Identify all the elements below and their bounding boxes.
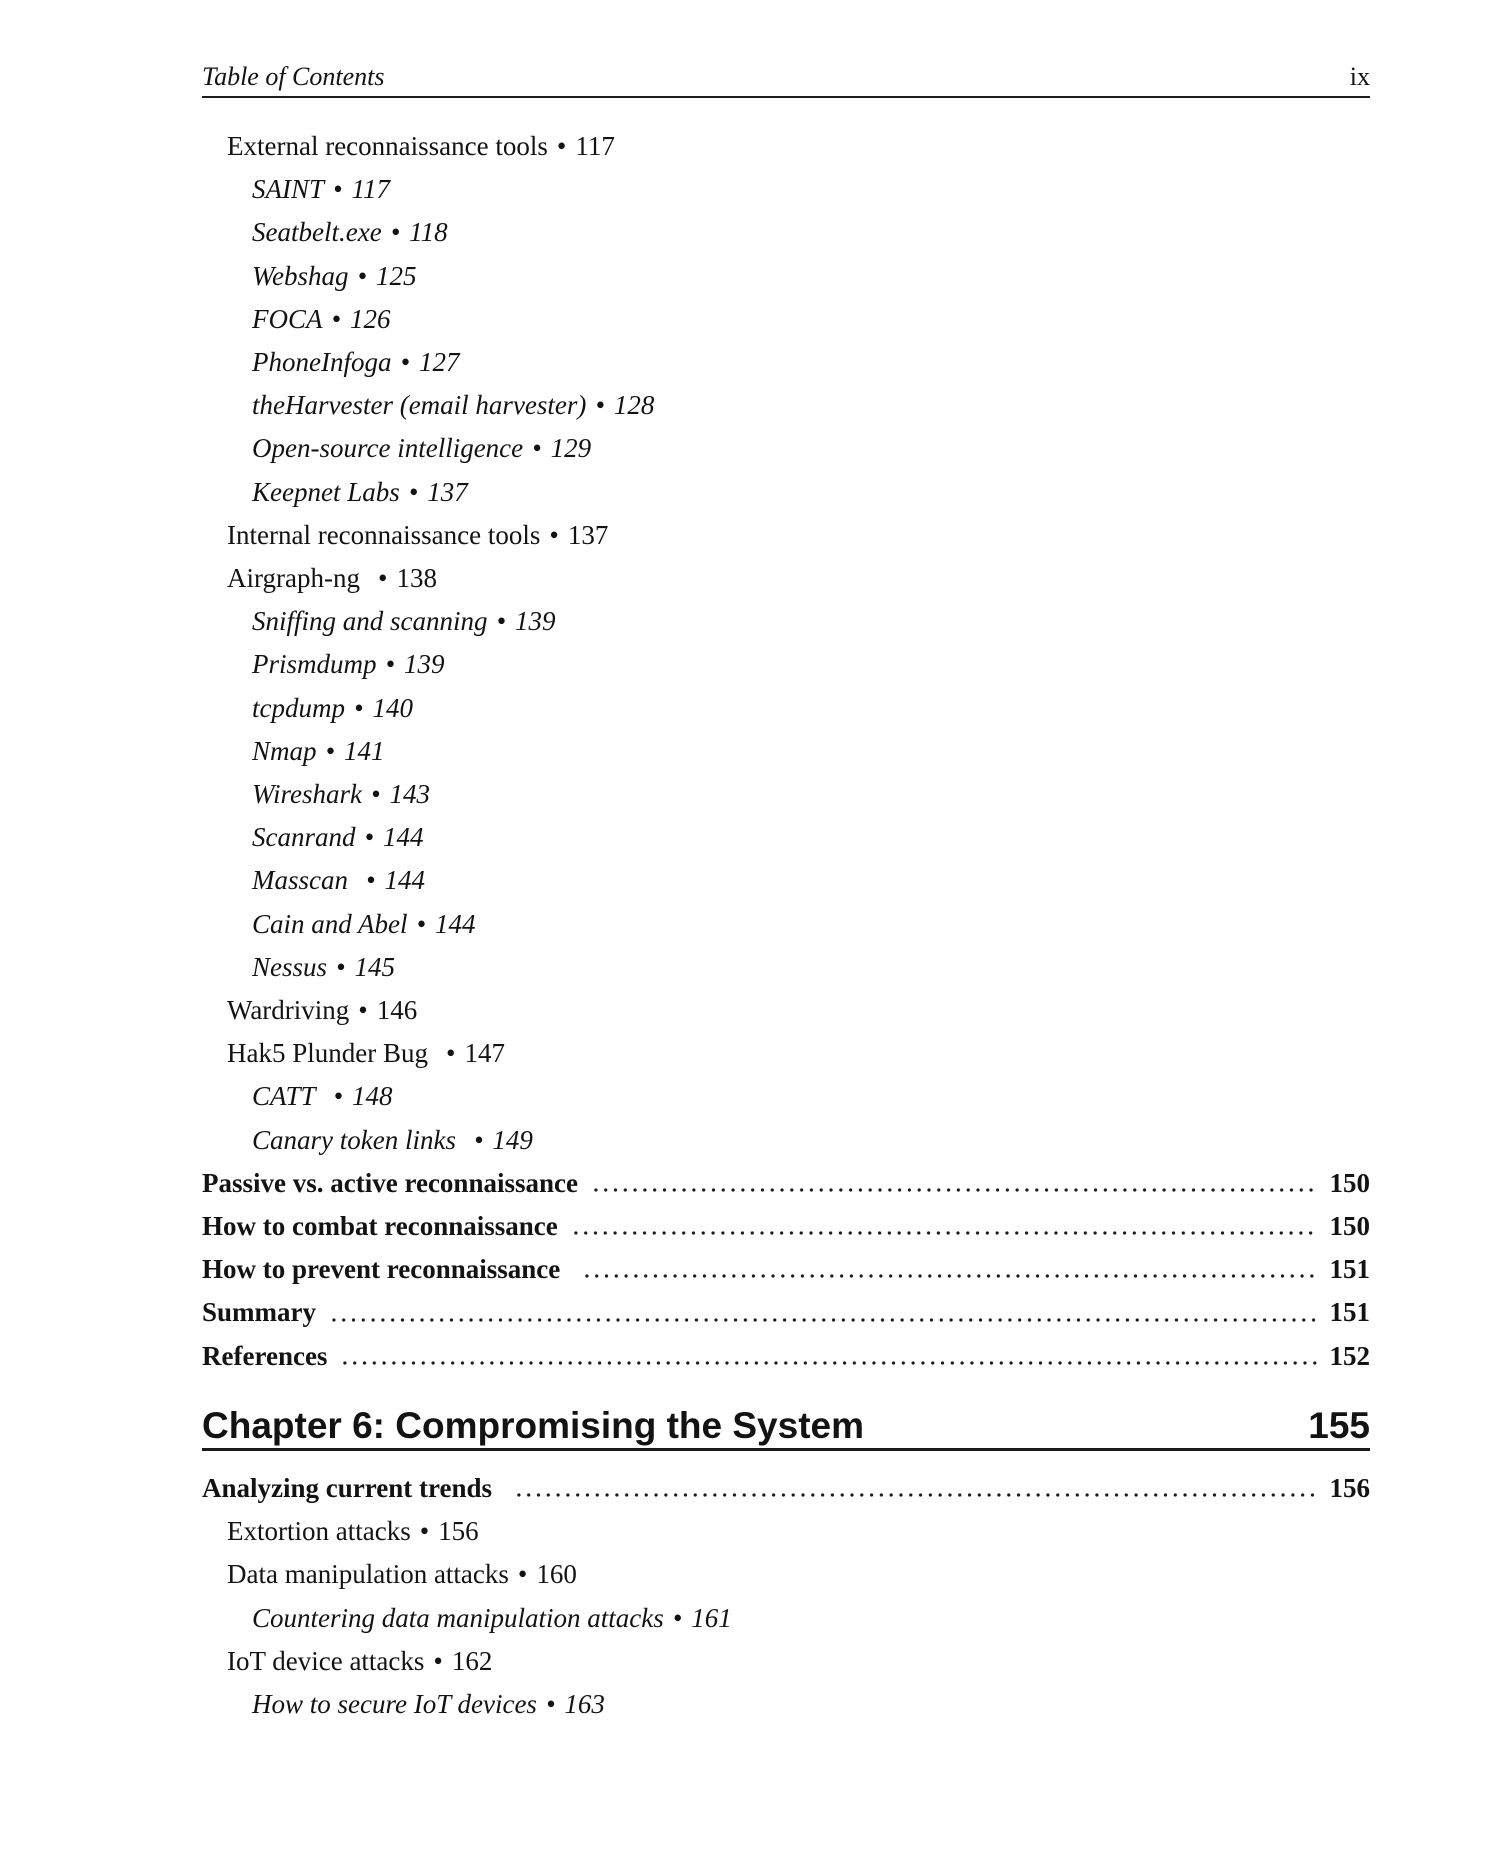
bullet-separator: • (377, 563, 388, 594)
running-header-page-number: ix (1349, 62, 1370, 91)
toc-entry-label: Passive vs. active reconnaissance (202, 1167, 578, 1198)
toc-entry-label: Extortion attacks (227, 1516, 411, 1547)
toc-entry-label: PhoneInfoga (252, 347, 392, 378)
toc-entry-page-number: 151 (1329, 1297, 1370, 1328)
bullet-separator: • (419, 1516, 430, 1547)
toc-entry (202, 730, 1370, 773)
toc-entry (202, 514, 1370, 557)
toc-entry-label: Masscan (252, 865, 348, 896)
toc-section-chapter-6 (202, 1467, 1370, 1726)
toc-entry-page-number: 141 (343, 735, 385, 766)
toc-entry-label: How to secure IoT devices (252, 1689, 537, 1720)
toc-entry (202, 773, 1370, 816)
bullet-separator: • (549, 519, 559, 550)
toc-entry (202, 816, 1370, 859)
toc-entry-page-number: 138 (396, 563, 437, 594)
toc-entry-label: tcpdump (252, 692, 345, 723)
toc-entry (202, 211, 1370, 254)
toc-entry-page-number: 137 (567, 519, 609, 550)
toc-entry (202, 1597, 1370, 1640)
dot-leader (514, 1492, 1318, 1498)
toc-entry (202, 903, 1370, 946)
toc-entry-label: SAINT (252, 174, 325, 205)
toc-entry-page-number: 144 (382, 822, 424, 853)
bullet-separator: • (445, 1038, 456, 1069)
toc-entry-label: Airgraph-ng (227, 563, 360, 594)
toc-entry-page-number: 162 (451, 1645, 493, 1676)
bullet-separator: • (408, 476, 419, 507)
toc-entry-page-number: 137 (427, 476, 468, 507)
toc-entry-page-number: 117 (351, 174, 390, 205)
toc-entry (202, 1119, 1370, 1162)
toc-entry-page-number: 150 (1329, 1167, 1370, 1198)
bullet-separator: • (433, 1645, 443, 1676)
toc-entry-label: theHarvester (email harvester) (252, 390, 587, 421)
dot-leader (591, 1187, 1318, 1193)
toc-entry (202, 471, 1370, 514)
running-header-title: Table of Contents (202, 62, 385, 91)
toc-entry-label: Prismdump (252, 649, 377, 680)
chapter-title: Chapter 6: Compromising the System (202, 1405, 865, 1446)
toc-entry-page-number: 156 (438, 1516, 479, 1547)
toc-entry-label: Scanrand (252, 822, 356, 853)
toc-entry-page-number: 163 (564, 1689, 605, 1720)
bullet-separator: • (473, 1124, 484, 1155)
toc-entry-label: Nessus (252, 951, 328, 982)
bullet-separator: • (390, 217, 401, 248)
toc-entry (202, 557, 1370, 600)
bullet-separator: • (532, 433, 542, 464)
toc-entry-page-number: 147 (464, 1038, 505, 1069)
bullet-separator: • (331, 303, 341, 334)
bullet-separator: • (358, 995, 368, 1026)
bullet-separator: • (353, 692, 364, 723)
toc-entry (202, 1683, 1370, 1726)
toc-entry (202, 427, 1370, 470)
toc-entry-page-number: 152 (1329, 1340, 1370, 1371)
toc-entry (202, 989, 1370, 1032)
dot-leader (582, 1273, 1317, 1279)
toc-entry (202, 298, 1370, 341)
toc-entry-page-number: 146 (376, 995, 418, 1026)
toc-entry-label: External reconnaissance tools (227, 131, 548, 161)
toc-entry-page-number: 125 (375, 260, 417, 291)
toc-entry-label: CATT (252, 1081, 316, 1112)
toc-entry-page-number: 140 (372, 692, 413, 723)
toc-entry-label: Keepnet Labs (252, 476, 400, 507)
bullet-separator: • (595, 390, 605, 421)
toc-entry (202, 1467, 1370, 1510)
toc-entry (202, 600, 1370, 643)
dot-leader (340, 1360, 1317, 1366)
toc-section-reconnaissance (202, 125, 1370, 1378)
toc-entry-page-number: 161 (691, 1602, 732, 1633)
toc-entry-page-number: 127 (418, 347, 460, 378)
toc-entry-label: Wireshark (252, 779, 362, 810)
bullet-separator: • (545, 1689, 556, 1720)
bullet-separator: • (371, 779, 381, 810)
bullet-separator: • (672, 1602, 683, 1633)
toc-entry-label: Open-source intelligence (252, 433, 524, 464)
toc-entry-label: Webshag (252, 260, 349, 291)
bullet-separator: • (357, 260, 367, 291)
chapter-heading (202, 1404, 1370, 1451)
toc-entry (202, 1510, 1370, 1553)
toc-entry-label: References (202, 1340, 328, 1371)
toc-entry-label: How to combat reconnaissance (202, 1211, 558, 1242)
bullet-separator: • (336, 951, 346, 982)
toc-entry (202, 1553, 1370, 1596)
chapter-page-number: 155 (1308, 1405, 1370, 1446)
toc-entry-label: Analyzing current trends (202, 1473, 492, 1503)
toc-entry-page-number: 139 (403, 649, 445, 680)
dot-leader (571, 1230, 1318, 1236)
bullet-separator: • (556, 131, 567, 161)
toc-entry (202, 643, 1370, 686)
toc-entry-page-number: 148 (352, 1081, 393, 1112)
toc-entry-page-number: 144 (434, 908, 476, 939)
toc-entry (202, 1291, 1370, 1334)
toc-entry-page-number: 156 (1329, 1473, 1370, 1503)
toc-entry-page-number: 143 (389, 779, 430, 810)
toc-entry (202, 1205, 1370, 1248)
bullet-separator: • (496, 606, 506, 637)
toc-entry-label: Nmap (252, 735, 317, 766)
toc-entry (202, 255, 1370, 298)
toc-entry-page-number: 117 (575, 131, 615, 161)
toc-entry-label: Summary (202, 1297, 316, 1328)
toc-entry-page-number: 144 (384, 865, 425, 896)
toc-entry (202, 1032, 1370, 1075)
toc-entry (202, 1248, 1370, 1291)
toc-entry (202, 341, 1370, 384)
toc-entry-label: Seatbelt.exe (252, 217, 382, 248)
toc-entry (202, 1335, 1370, 1378)
bullet-separator: • (385, 649, 395, 680)
toc-entry-page-number: 118 (409, 217, 448, 248)
toc-entry (202, 1162, 1370, 1205)
bullet-separator: • (333, 1081, 343, 1112)
toc-entry (202, 859, 1370, 902)
toc-entry-page-number: 128 (613, 390, 655, 421)
bullet-separator: • (325, 735, 335, 766)
bullet-separator: • (416, 908, 426, 939)
toc-entry-label: Sniffing and scanning (252, 606, 488, 637)
bullet-separator: • (400, 347, 410, 378)
toc-entry (202, 946, 1370, 989)
toc-entry-label: Canary token links (252, 1124, 456, 1155)
toc-entry (202, 687, 1370, 730)
toc-entry-page-number: 149 (492, 1124, 533, 1155)
dot-leader (329, 1317, 1318, 1323)
toc-entry-page-number: 145 (354, 951, 395, 982)
toc-entry-label: FOCA (252, 303, 323, 334)
toc-entry (202, 1640, 1370, 1683)
toc-entry-label: IoT device attacks (227, 1645, 425, 1676)
toc-entry-label: How to prevent reconnaissance (202, 1254, 561, 1285)
bullet-separator: • (517, 1559, 528, 1590)
toc-entry (202, 168, 1370, 211)
bullet-separator: • (333, 174, 343, 205)
toc-entry-page-number: 160 (536, 1559, 577, 1590)
toc-entry (202, 125, 1370, 168)
toc-entry-page-number: 126 (349, 303, 391, 334)
toc-entry-label: Hak5 Plunder Bug (227, 1038, 428, 1069)
toc-entry (202, 1075, 1370, 1118)
toc-entry-label: Countering data manipulation attacks (252, 1602, 664, 1633)
running-header (202, 50, 1370, 98)
toc-entry-label: Internal reconnaissance tools (227, 519, 541, 550)
toc-entry-page-number: 150 (1329, 1211, 1370, 1242)
bullet-separator: • (366, 865, 376, 896)
bullet-separator: • (364, 822, 374, 853)
toc-entry-label: Wardriving (227, 995, 350, 1026)
toc-entry (202, 384, 1370, 427)
toc-entry-page-number: 151 (1329, 1254, 1370, 1285)
toc-entry-label: Data manipulation attacks (227, 1559, 509, 1590)
toc-entry-label: Cain and Abel (252, 908, 408, 939)
toc-entry-page-number: 139 (514, 606, 556, 637)
toc-entry-page-number: 129 (550, 433, 592, 464)
